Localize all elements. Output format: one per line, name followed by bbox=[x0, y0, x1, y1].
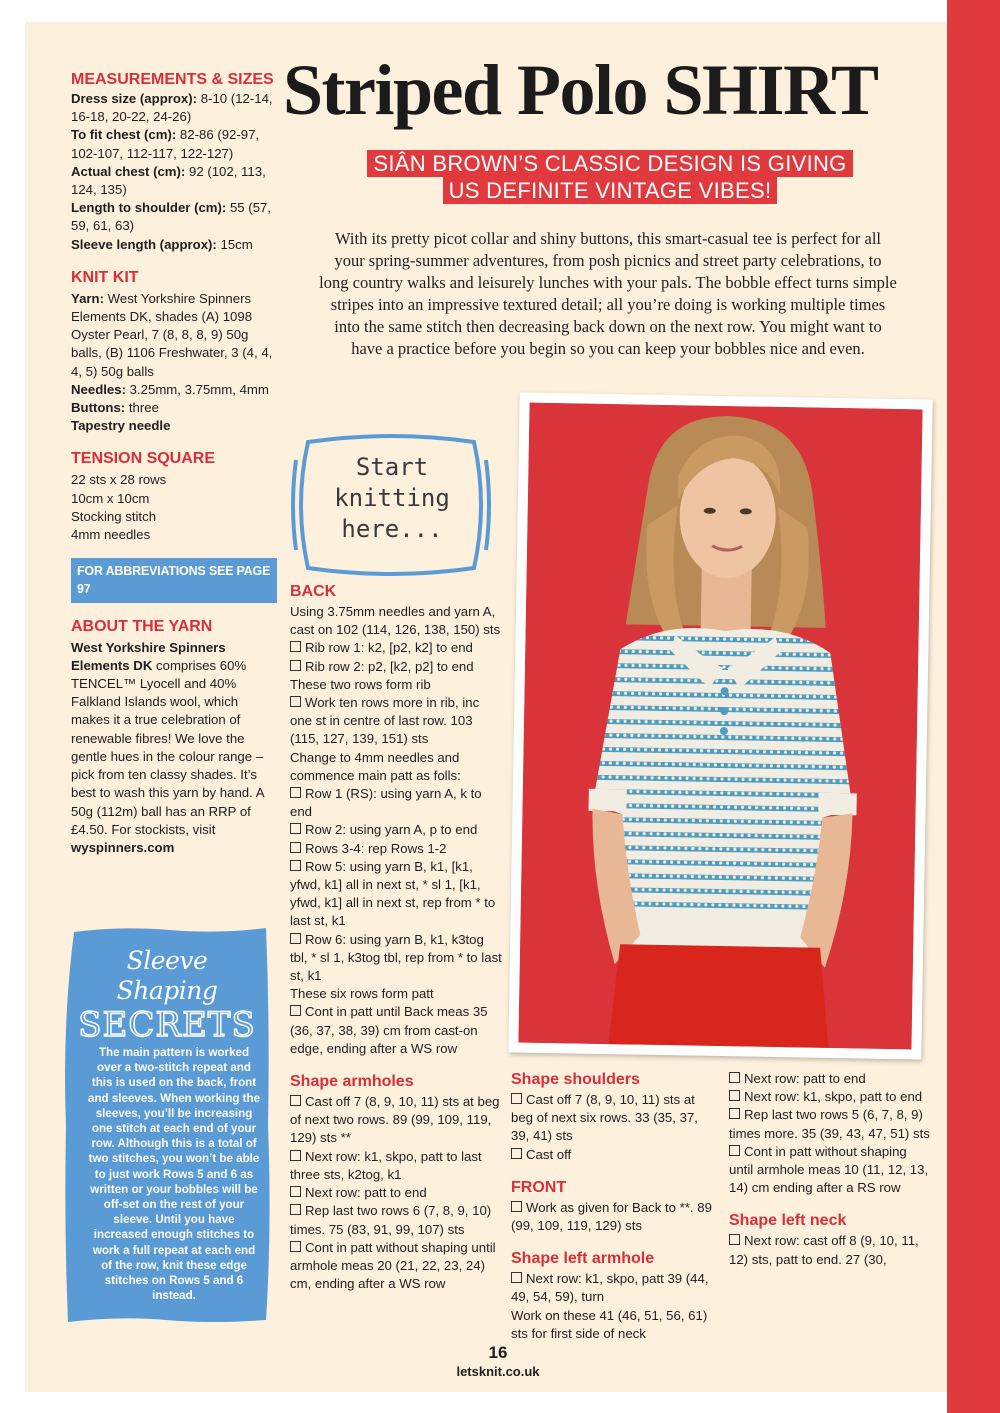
measure-item: Sleeve length (approx): 15cm bbox=[71, 236, 253, 252]
secrets-title-line1: Sleeve Shaping bbox=[116, 946, 218, 1005]
row-text: Cast off 7 (8, 9, 10, 11) sts at beg of next six rows. 33 (35, 37, 39, 41) sts bbox=[511, 1092, 698, 1144]
pattern-row bbox=[290, 676, 502, 694]
row-text: Cast off bbox=[526, 1146, 572, 1162]
secrets-title-line2: SECRETS bbox=[78, 1005, 256, 1045]
checkbox-icon[interactable] bbox=[290, 1150, 301, 1161]
pattern-row bbox=[290, 931, 502, 986]
pattern-column-front bbox=[511, 1070, 716, 1343]
pattern-row bbox=[290, 1239, 502, 1294]
model-photo bbox=[518, 403, 922, 1050]
checkbox-icon[interactable] bbox=[290, 1005, 301, 1016]
row-text: Next row: k1, skpo, patt to last three sts, k2tog, k1 bbox=[290, 1148, 482, 1182]
checkbox-icon[interactable] bbox=[511, 1201, 522, 1212]
pattern-column-neck bbox=[729, 1070, 934, 1269]
checkbox-icon[interactable] bbox=[290, 1186, 301, 1197]
pattern-row bbox=[290, 840, 502, 858]
left-neck-heading: Shape left neck bbox=[729, 1212, 847, 1230]
intro-paragraph: With its pretty picot collar and shiny buttons, this smart-casual tee is perfect for all your spring-summer adventures, from posh picnics and street party celebrations, to long country walks and leisurely lunches with your pals. The bobble effect turns simple stripes into an impressive textured detail; all you’re doing is working multiple times into the same stitch then decreasing back down on the next row. You might want to have a practice before you begin so you can keep your bobbles nice and even. bbox=[319, 229, 897, 358]
measure-item: To fit chest (cm): 82-86 (92-97, 102-107, 112-117, 122-127) bbox=[71, 127, 260, 161]
website-footer[interactable]: letsknit.co.uk bbox=[456, 1364, 540, 1379]
pattern-row bbox=[729, 1143, 934, 1198]
row-text: Row 6: using yarn B, k1, k3tog tbl, * sl 1, k3tog tbl, rep from * to last st, k1 bbox=[290, 931, 502, 984]
pattern-row bbox=[290, 658, 502, 676]
kit-item: Buttons: three bbox=[71, 400, 159, 416]
model-photo-frame bbox=[508, 392, 932, 1059]
subtitle-text: SIÂN BROWN’S CLASSIC DESIGN IS GIVING US DEFINITE VINTAGE VIBES! bbox=[367, 150, 852, 204]
row-text: These six rows form patt bbox=[290, 986, 434, 1002]
info-sidebar bbox=[71, 70, 277, 857]
checkbox-icon[interactable] bbox=[290, 860, 301, 871]
checkbox-icon[interactable] bbox=[511, 1272, 522, 1283]
about-yarn-heading: ABOUT THE YARN bbox=[71, 617, 213, 635]
pattern-row bbox=[511, 1146, 716, 1164]
tension-heading: TENSION SQUARE bbox=[71, 450, 216, 468]
kit-item: Needles: 3.25mm, 3.75mm, 4mm bbox=[71, 381, 269, 397]
pattern-row bbox=[729, 1088, 934, 1106]
checkbox-icon[interactable] bbox=[729, 1090, 740, 1101]
checkbox-icon[interactable] bbox=[511, 1148, 522, 1159]
row-text: Next row: cast off 8 (9, 10, 11, 12) sts, patt to end. 27 (30, bbox=[729, 1233, 919, 1267]
checkbox-icon[interactable] bbox=[290, 660, 301, 671]
tension-line: 4mm needles bbox=[71, 527, 151, 543]
left-neck-rows bbox=[729, 1232, 934, 1268]
pattern-row bbox=[290, 1184, 502, 1202]
left-armhole-heading: Shape left armhole bbox=[511, 1250, 655, 1268]
pattern-row bbox=[290, 821, 502, 839]
page-number: 16 bbox=[488, 1343, 508, 1362]
row-text: These two rows form rib bbox=[290, 676, 431, 692]
row-text: Work on these 41 (46, 51, 56, 61) sts for first side of neck bbox=[511, 1307, 708, 1341]
shoulders-heading: Shape shoulders bbox=[511, 1071, 640, 1088]
pattern-row bbox=[290, 694, 502, 749]
checkbox-icon[interactable] bbox=[729, 1234, 740, 1245]
pattern-row bbox=[729, 1070, 934, 1088]
stockist-link[interactable]: wyspinners.com bbox=[71, 839, 175, 855]
left-armhole-rows-continued bbox=[729, 1070, 934, 1197]
tension-line: 10cm x 10cm bbox=[71, 490, 150, 506]
knit-kit-list bbox=[71, 290, 277, 436]
checkbox-icon[interactable] bbox=[290, 787, 301, 798]
measure-item: Actual chest (cm): 92 (102, 113, 124, 135) bbox=[71, 163, 266, 198]
checkbox-icon[interactable] bbox=[511, 1093, 522, 1104]
tension-line: 22 sts x 28 rows bbox=[71, 472, 167, 488]
checkbox-icon[interactable] bbox=[290, 1241, 301, 1252]
checkbox-icon[interactable] bbox=[290, 1095, 301, 1106]
abbreviations-banner: FOR ABBREVIATIONS SEE PAGE 97 bbox=[71, 558, 277, 602]
row-text: Rep last two rows 5 (6, 7, 8, 9) times more. 35 (39, 43, 47, 51) sts bbox=[729, 1107, 930, 1141]
tension-list bbox=[71, 471, 277, 544]
back-rows bbox=[290, 639, 502, 1058]
measurements-heading: MEASUREMENTS & SIZES bbox=[71, 71, 274, 88]
row-text: Work as given for Back to **. 89 (99, 109, 119, 129) sts bbox=[511, 1199, 712, 1234]
row-text: Next row: k1, skpo, patt to end bbox=[744, 1089, 923, 1105]
row-text: Cont in patt until Back meas 35 (36, 37, 38, 39) cm from cast-on edge, ending after a WS row bbox=[290, 1004, 488, 1056]
row-text: Rib row 1: k2, [p2, k2] to end bbox=[305, 640, 473, 656]
model-illustration bbox=[518, 403, 922, 1050]
armholes-rows bbox=[290, 1093, 502, 1293]
row-text: Next row: k1, skpo, patt 39 (44, 49, 54, 59), turn bbox=[511, 1271, 709, 1305]
badge-line: here... bbox=[341, 515, 443, 543]
pattern-row bbox=[729, 1232, 934, 1268]
pattern-row bbox=[290, 1003, 502, 1058]
pattern-row bbox=[511, 1270, 716, 1306]
front-heading: FRONT bbox=[511, 1178, 567, 1196]
pattern-column-back bbox=[290, 582, 502, 1293]
row-text: Change to 4mm needles and commence main patt as folls: bbox=[290, 749, 461, 783]
measure-item: Dress size (approx): 8-10 (12-14, 16-18, 20-22, 24-26) bbox=[71, 91, 273, 125]
page-title: Striped Polo SHIRT bbox=[283, 50, 878, 130]
subtitle bbox=[360, 150, 860, 204]
checkbox-icon[interactable] bbox=[290, 696, 301, 707]
about-yarn-text: West Yorkshire Spinners Elements DK comprises 60% TENCEL™ Lyocell and 40% Falkland Islands wool, which makes it a true celebration of renewable fibres! We love the gentle hues in the colour range – pick from ten classy shades. It’s best to wash this yarn by hand. A 50g (112m) ball has an RRP of £4.50. For stockists, visit wyspinners.com bbox=[71, 639, 264, 855]
red-edge-strip bbox=[947, 0, 1000, 1413]
kit-item: Yarn: West Yorkshire Spinners Elements DK, shades (A) 1098 Oyster Pearl, 7 (8, 8, 8, 9) 50g balls, (B) 1106 Freshwater, 3 (4, 4, 4, 5) 50g balls bbox=[71, 290, 273, 379]
pattern-row bbox=[511, 1091, 716, 1146]
pattern-row bbox=[290, 785, 502, 821]
badge-line: knitting bbox=[334, 484, 450, 512]
start-knitting-text bbox=[310, 452, 474, 545]
knit-kit-heading: KNIT KIT bbox=[71, 268, 139, 286]
row-text: Rows 3-4: rep Rows 1-2 bbox=[305, 840, 447, 856]
secrets-body: The main pattern is worked over a two-stitch repeat and this is used on the back, front and sleeves. When working the sleeves, you’ll be increasing one stitch at each end of your row. Although this is a total of two stitches, you won’t be able to just work Rows 5 and 6 as written or your bobbles will be off-set on the rest of your sleeve. Until you have increased enough stitches to work a full repeat at each end of the row, knit these edge stitches on Rows 5 and 6 instead. bbox=[88, 1046, 261, 1303]
measure-item: Length to shoulder (cm): 55 (57, 59, 61, 63) bbox=[71, 200, 272, 234]
front-rows bbox=[511, 1199, 716, 1235]
pattern-row bbox=[290, 1202, 502, 1238]
pattern-row bbox=[729, 1106, 934, 1142]
checkbox-icon[interactable] bbox=[290, 823, 301, 834]
row-text: Row 1 (RS): using yarn A, k to end bbox=[290, 786, 482, 820]
checkbox-icon[interactable] bbox=[290, 641, 301, 652]
pattern-row bbox=[290, 1148, 502, 1184]
checkbox-icon[interactable] bbox=[729, 1145, 740, 1156]
back-heading: BACK bbox=[290, 583, 337, 600]
measurements-list bbox=[71, 90, 277, 254]
badge-line: Start bbox=[355, 453, 429, 481]
row-text: Cast off 7 (8, 9, 10, 11) sts at beg of next two rows. 89 (99, 109, 119, 129) sts ** bbox=[290, 1094, 500, 1146]
row-text: Cont in patt without shaping until armhole meas 20 (21, 22, 23, 24) cm, ending after a WS row bbox=[290, 1239, 496, 1292]
checkbox-icon[interactable] bbox=[729, 1108, 740, 1119]
tension-line: Stocking stitch bbox=[71, 508, 157, 524]
pattern-row bbox=[290, 639, 502, 657]
row-text: Rep last two rows 6 (7, 8, 9, 10) times. 75 (83, 91, 99, 107) sts bbox=[290, 1203, 492, 1237]
pattern-row bbox=[290, 858, 502, 931]
pattern-row bbox=[290, 985, 502, 1003]
row-text: Cont in patt without shaping until armhole meas 10 (11, 12, 13, 14) cm ending after a RS row bbox=[729, 1143, 929, 1196]
row-text: Row 2: using yarn A, p to end bbox=[305, 822, 478, 838]
pattern-row bbox=[290, 749, 502, 785]
pattern-row bbox=[290, 1093, 502, 1148]
checkbox-icon[interactable] bbox=[290, 933, 301, 944]
row-text: Work ten rows more in rib, inc one st in centre of last row. 103 (115, 127, 139, 151) sts bbox=[290, 695, 480, 747]
checkbox-icon[interactable] bbox=[290, 842, 301, 853]
row-text: Next row: patt to end bbox=[305, 1185, 427, 1201]
left-armhole-rows bbox=[511, 1270, 716, 1343]
row-text: Row 5: using yarn B, k1, [k1, yfwd, k1] all in next st, * sl 1, [k1, yfwd, k1] all in next st, rep from * to last st, k1 bbox=[290, 858, 496, 929]
row-text: Next row: patt to end bbox=[744, 1071, 866, 1086]
row-text: Rib row 2: p2, [k2, p2] to end bbox=[305, 658, 474, 674]
back-intro: Using 3.75mm needles and yarn A, cast on 102 (114, 126, 138, 150) sts bbox=[290, 604, 501, 638]
shoulders-rows bbox=[511, 1091, 716, 1164]
kit-item: Tapestry needle bbox=[71, 418, 171, 434]
armholes-heading: Shape armholes bbox=[290, 1073, 414, 1091]
pattern-row bbox=[511, 1199, 716, 1235]
checkbox-icon[interactable] bbox=[729, 1072, 740, 1083]
secrets-title bbox=[74, 946, 260, 1044]
pattern-row bbox=[511, 1307, 716, 1343]
checkbox-icon[interactable] bbox=[290, 1204, 301, 1215]
